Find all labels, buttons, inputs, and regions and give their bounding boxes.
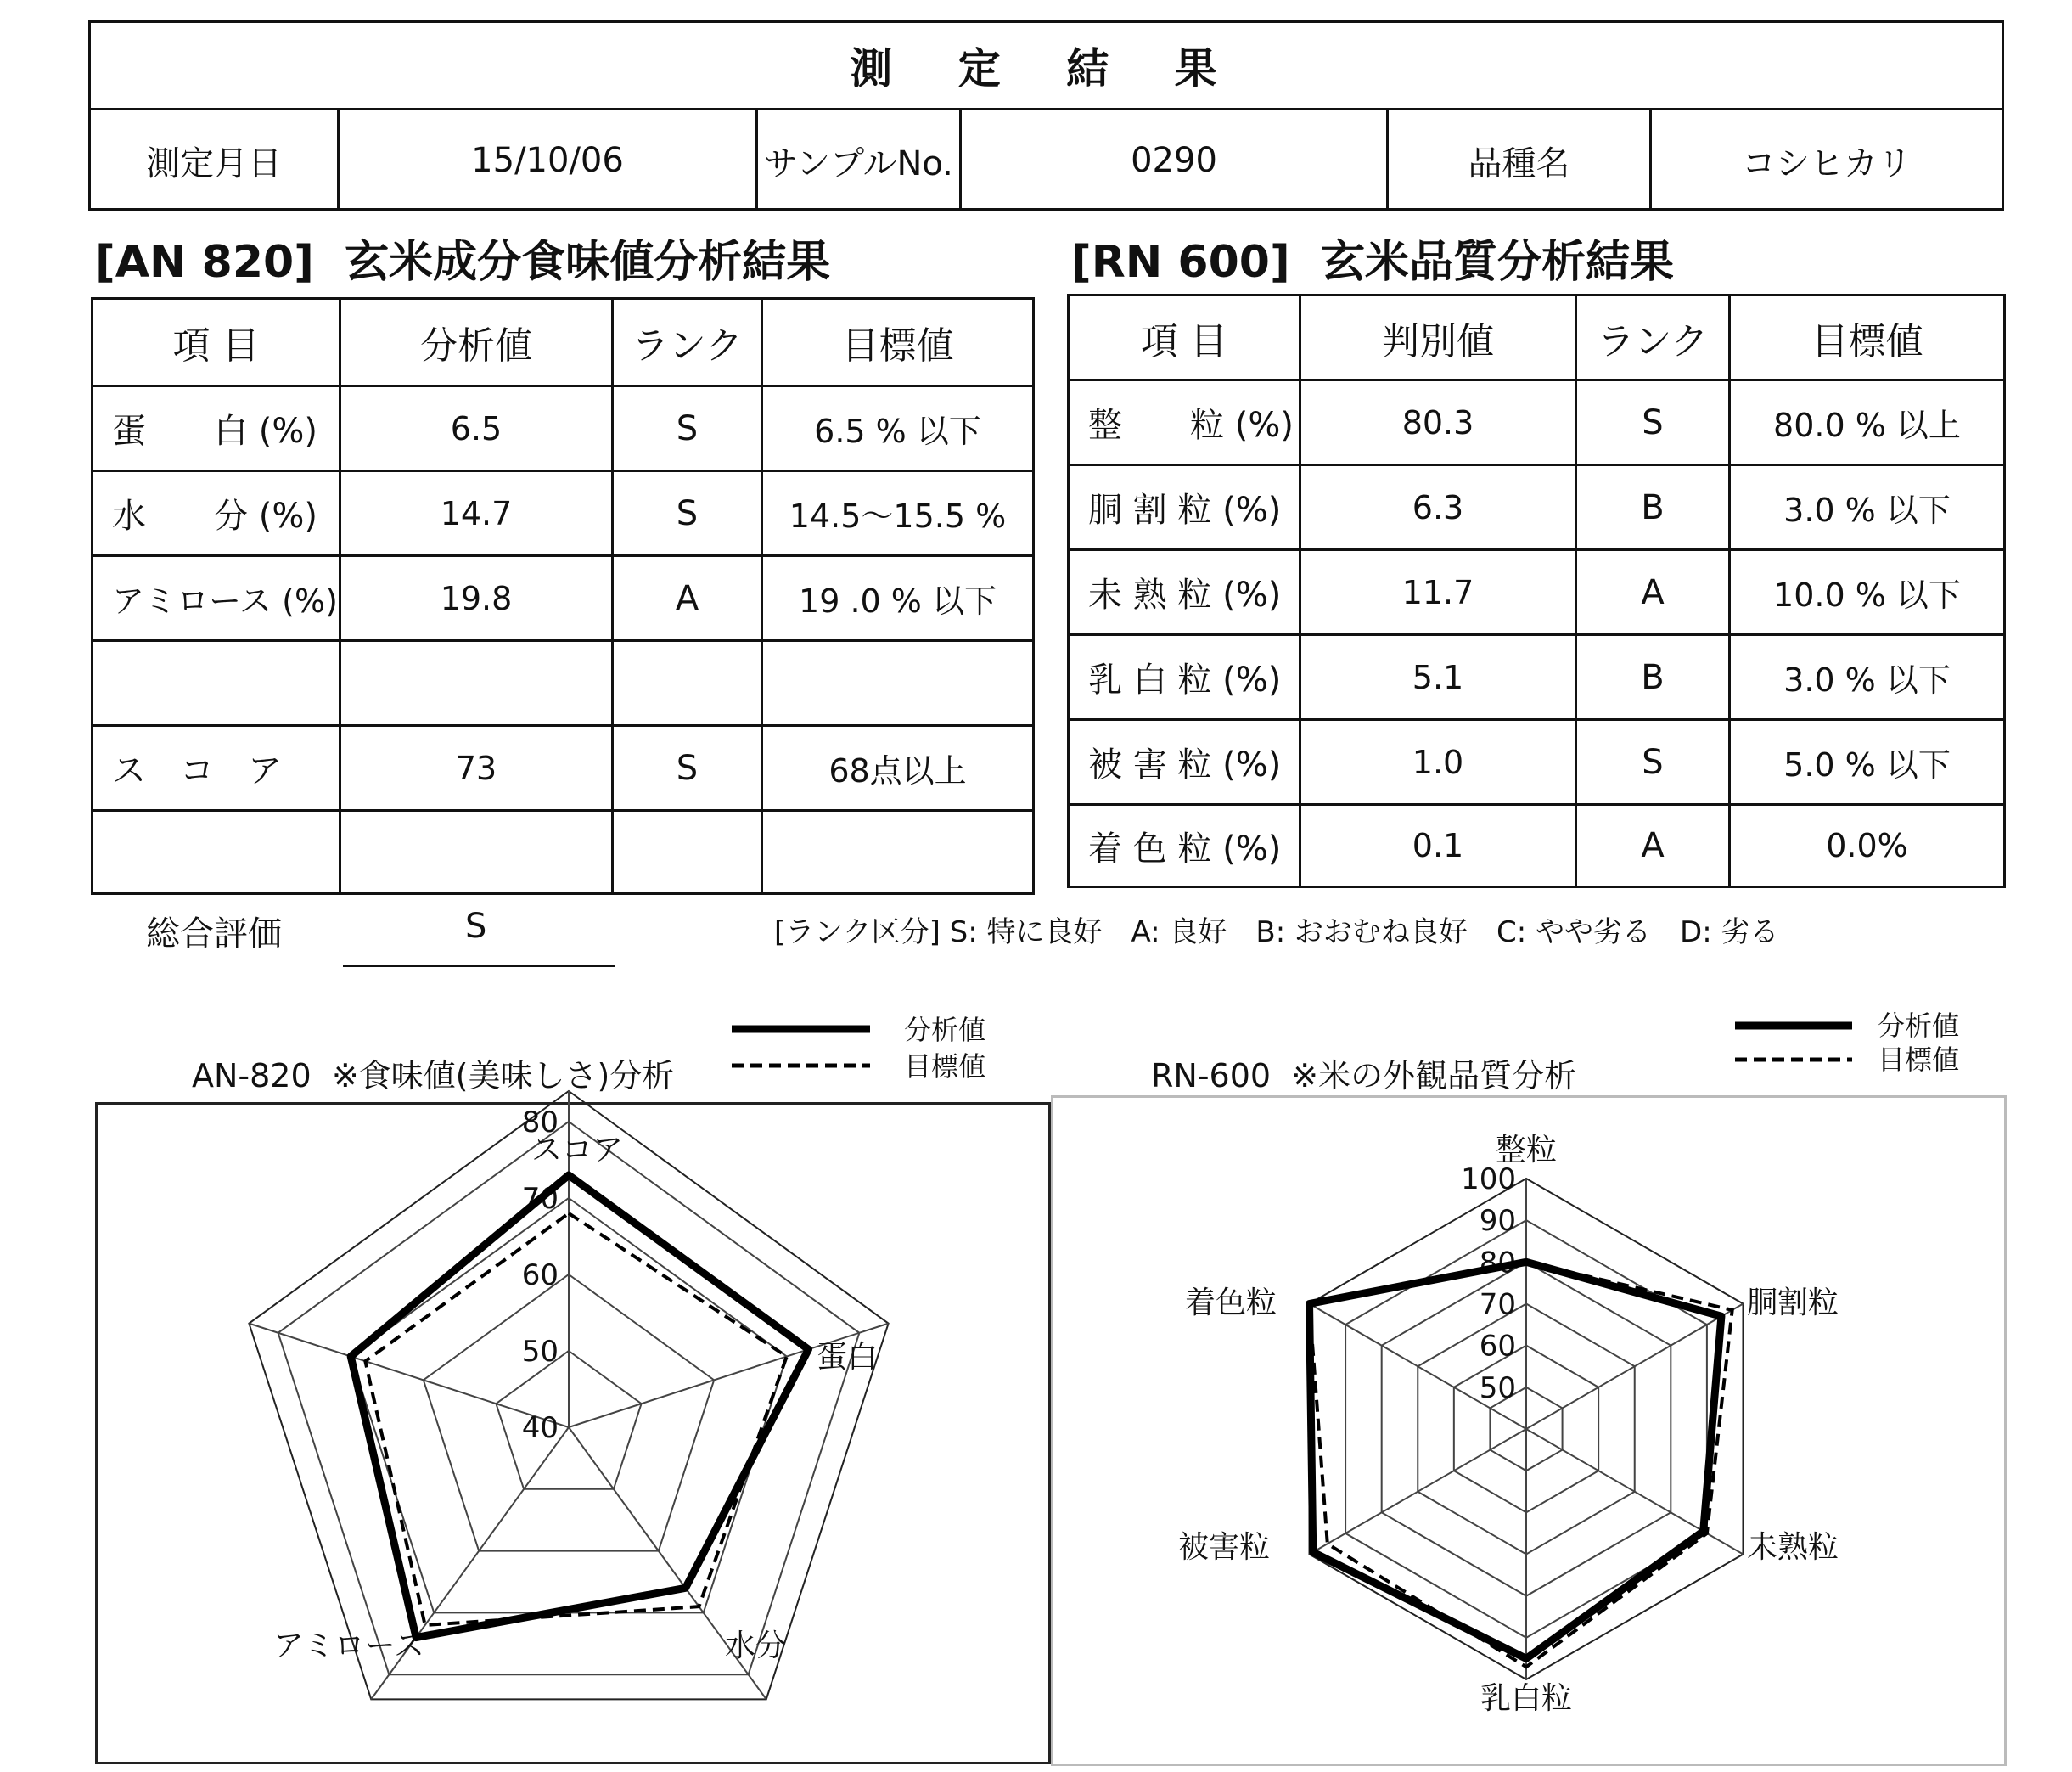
an820-row-item xyxy=(93,812,339,892)
rn600-radar-chart xyxy=(1051,1095,2007,1766)
an820-row-item xyxy=(93,642,339,724)
radar-tick-label: 40 xyxy=(521,1411,559,1445)
radar-tick-label: 50 xyxy=(521,1335,559,1369)
radar-axis-spoke xyxy=(569,1324,889,1427)
rn600-row-item: 整 粒 (%) xyxy=(1088,406,1294,445)
rn600-row-rank: A xyxy=(1641,826,1665,865)
an820-row-value: 14.7 xyxy=(440,494,513,532)
radar-tick-label: 60 xyxy=(1479,1329,1516,1364)
an820-row-rank: A xyxy=(675,578,699,618)
sample-value: 0290 xyxy=(1131,141,1217,180)
radar-axis-label: 蛋白 xyxy=(817,1340,879,1375)
legend-label-target: 目標値 xyxy=(904,1050,986,1083)
an820-radar-chart xyxy=(95,1102,1051,1764)
an820-row-item: ス コ ア xyxy=(112,751,282,790)
overall-underline xyxy=(343,965,615,967)
rn600-col-header-target: 目標値 xyxy=(1811,319,1923,363)
rn600-row-item: 被 害 粒 (%) xyxy=(1088,745,1282,785)
radar-axis-label: 乳白粒 xyxy=(1480,1681,1573,1716)
legend-label-analysis: 分析値 xyxy=(904,1014,986,1046)
an820-col-header-value: 分析値 xyxy=(420,324,532,368)
overall-value: S xyxy=(465,907,487,946)
date-label: 測定月日 xyxy=(146,143,282,183)
rn600-row-value: 11.7 xyxy=(1401,573,1474,611)
radar-axis-label: スコア xyxy=(531,1133,624,1167)
radar-series-target xyxy=(1310,1262,1732,1667)
an820-row-target: 68点以上 xyxy=(828,752,967,790)
rn600-row-item: 胴 割 粒 (%) xyxy=(1088,491,1282,530)
an820-row-value: 73 xyxy=(455,749,497,787)
rn600-col-header-item: 項 目 xyxy=(1141,319,1227,363)
an820-row-value xyxy=(341,812,611,892)
legend-label-target: 目標値 xyxy=(1878,1044,1960,1076)
rn600-row-item: 未 熟 粒 (%) xyxy=(1088,576,1282,615)
an820-col-header-rank: ランク xyxy=(631,324,744,368)
an820-row-value: 19.8 xyxy=(440,579,513,617)
an820-row-value: 6.5 xyxy=(450,409,503,447)
rn600-row-rank: A xyxy=(1641,572,1665,612)
radar-axis-spoke xyxy=(249,1324,569,1427)
an820-row-rank: S xyxy=(676,493,699,533)
rn600-row-value: 6.3 xyxy=(1412,488,1464,526)
radar-axis-label: アミロース xyxy=(272,1629,424,1663)
rn600-row-target: 5.0 % 以下 xyxy=(1783,746,1951,784)
rn600-row-rank: S xyxy=(1642,402,1664,442)
rn600-row-value: 80.3 xyxy=(1401,403,1474,442)
radar-tick-label: 50 xyxy=(1479,1370,1516,1405)
chart1-legend xyxy=(730,1012,986,1089)
rn600-col-header-value: 判別値 xyxy=(1382,319,1494,363)
radar-axis-label: 未熟粒 xyxy=(1747,1530,1839,1565)
radar-axis-label: 胴割粒 xyxy=(1747,1285,1839,1320)
radar-tick-label: 70 xyxy=(1479,1287,1516,1322)
an820-row-target xyxy=(763,642,1032,724)
an820-row-target: 14.5〜15.5 % xyxy=(789,498,1007,535)
chart1-title: AN-820 ※食味値(美味しさ)分析 xyxy=(192,1057,675,1094)
an820-row-target: 6.5 % 以下 xyxy=(814,413,981,450)
an820-row-item: アミロース (%) xyxy=(112,582,338,620)
radar-axis-label: 被害粒 xyxy=(1177,1530,1270,1565)
rank-legend: [ランク区分] S: 特に良好 A: 良好 B: おおむね良好 C: やや劣る D: 劣る xyxy=(774,915,1779,949)
an820-col-header-item: 項 目 xyxy=(172,324,260,368)
rn600-row-target: 3.0 % 以下 xyxy=(1783,661,1951,699)
radar-series-target xyxy=(365,1213,786,1625)
rn600-row-value: 1.0 xyxy=(1412,743,1464,781)
rn600-col-header-rank: ランク xyxy=(1597,319,1709,363)
variety-value: コシヒカリ xyxy=(1742,143,1912,183)
radar-tick-label: 80 xyxy=(1479,1246,1516,1280)
rn600-row-target: 0.0% xyxy=(1826,827,1908,864)
rn600-row-value: 0.1 xyxy=(1412,827,1464,864)
radar-tick-label: 90 xyxy=(1479,1204,1516,1239)
an820-row-value xyxy=(341,642,611,724)
date-value: 15/10/06 xyxy=(471,141,624,180)
rn600-row-rank: B xyxy=(1641,487,1665,527)
an820-row-target xyxy=(763,812,1032,892)
rn600-row-target: 10.0 % 以下 xyxy=(1773,577,1961,614)
rn600-row-item: 乳 白 粒 (%) xyxy=(1088,661,1282,700)
rn600-row-rank: S xyxy=(1642,742,1664,782)
chart2-legend xyxy=(1733,1007,1963,1083)
overall-label: 総合評価 xyxy=(146,914,282,954)
variety-label: 品種名 xyxy=(1468,143,1570,183)
chart2-title: RN-600 ※米の外観品質分析 xyxy=(1151,1057,1577,1094)
radar-tick-label: 100 xyxy=(1461,1162,1516,1196)
an820-row-rank xyxy=(614,812,761,892)
an820-row-rank xyxy=(614,642,761,724)
an820-row-item: 水 分 (%) xyxy=(112,497,317,536)
page-title: 測 定 結 果 xyxy=(850,44,1243,93)
sample-label: サンプルNo. xyxy=(764,143,953,183)
rn600-row-item: 着 色 粒 (%) xyxy=(1088,829,1282,869)
rn600-row-rank: B xyxy=(1641,657,1665,697)
an820-row-item: 蛋 白 (%) xyxy=(112,412,317,451)
rn600-row-target: 80.0 % 以上 xyxy=(1773,407,1961,444)
radar-tick-label: 80 xyxy=(521,1105,559,1139)
an820-section-title: [AN 820] 玄米成分食味値分析結果 xyxy=(95,237,831,288)
radar-axis-label: 整粒 xyxy=(1495,1133,1558,1167)
radar-tick-label: 70 xyxy=(521,1182,559,1216)
rn600-row-value: 5.1 xyxy=(1412,658,1464,696)
radar-axis-label: 水分 xyxy=(725,1629,787,1663)
an820-row-rank: S xyxy=(676,748,699,788)
legend-label-analysis: 分析値 xyxy=(1878,1010,1960,1042)
radar-tick-label: 60 xyxy=(521,1258,559,1292)
an820-row-rank: S xyxy=(676,408,699,448)
an820-col-header-target: 目標値 xyxy=(841,324,954,368)
rn600-row-target: 3.0 % 以下 xyxy=(1783,492,1951,529)
rn600-section-title: [RN 600] 玄米品質分析結果 xyxy=(1071,237,1674,288)
radar-axis-label: 着色粒 xyxy=(1184,1285,1277,1320)
an820-row-target: 19 .0 % 以下 xyxy=(799,582,997,620)
